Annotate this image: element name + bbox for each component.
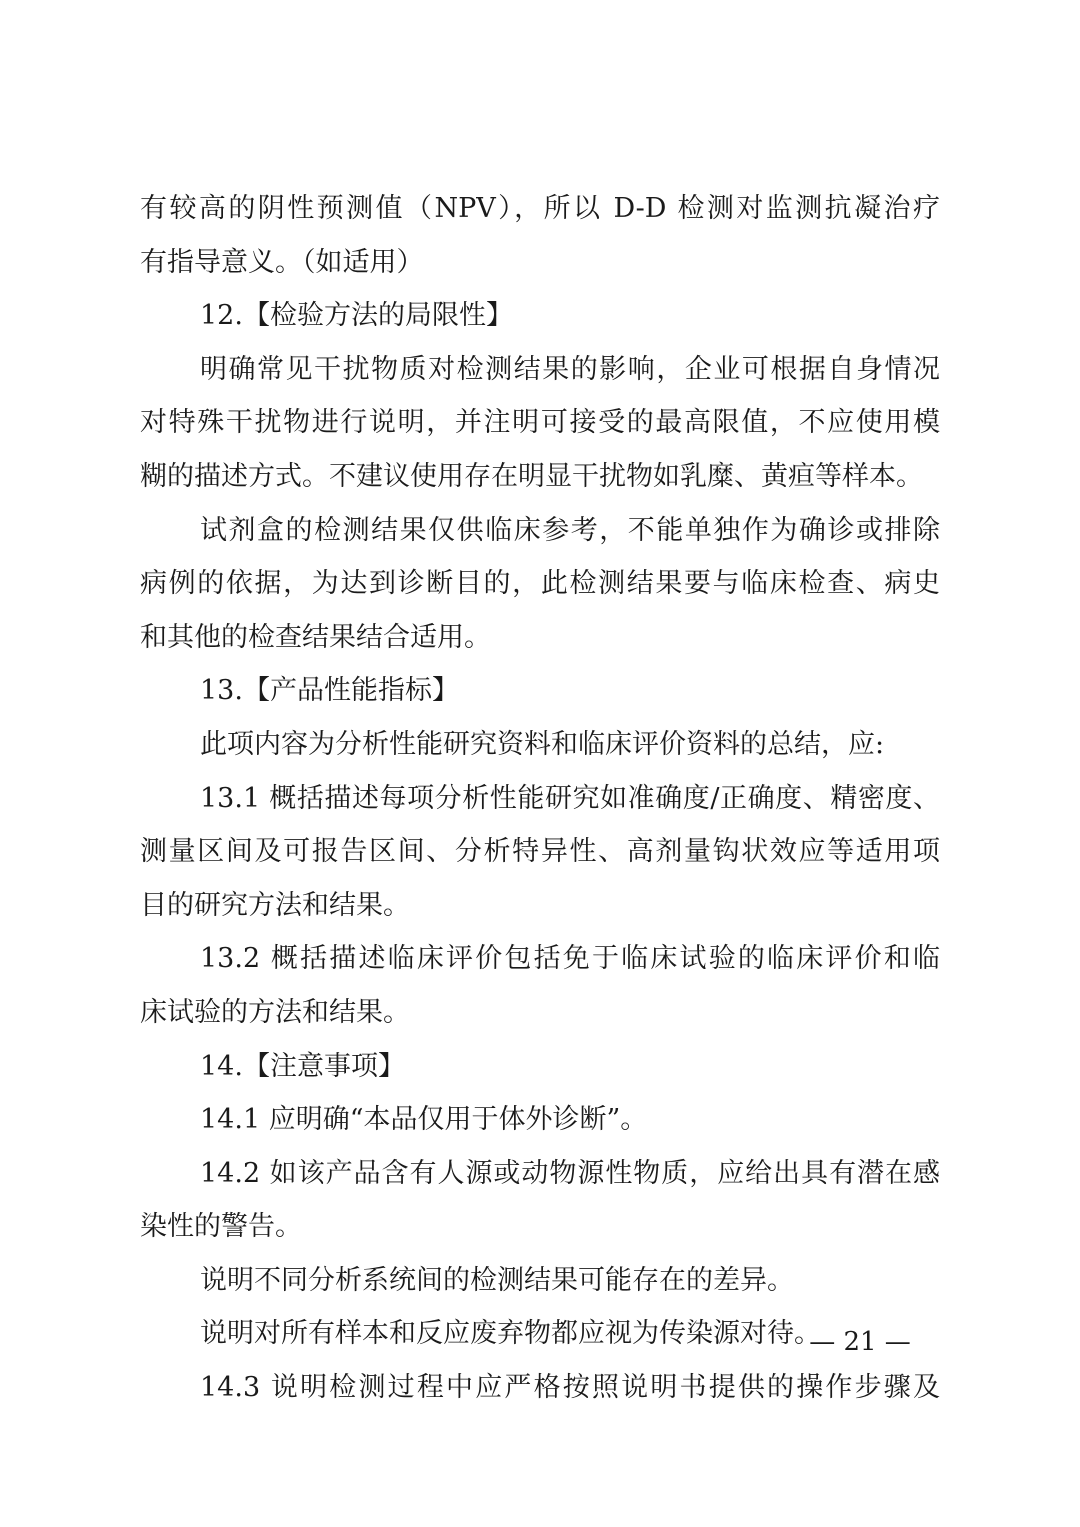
text-line: 说明不同分析系统间的检测结果可能存在的差异。 xyxy=(200,1264,794,1296)
text-line: 有较高的阴性预测值（NPV），所以 D-D 检测对监测抗凝治疗 xyxy=(140,193,940,224)
text-line: 床试验的方法和结果。 xyxy=(140,996,410,1028)
text-line: 14.3 说明检测过程中应严格按照说明书提供的操作步骤及 xyxy=(200,1372,940,1404)
text-line: 说明对所有样本和反应废弃物都应视为传染源对待。 xyxy=(200,1318,821,1350)
text-line: 病例的依据，为达到诊断目的，此检测结果要与临床检查、病史 xyxy=(140,568,940,600)
text-line: 目的研究方法和结果。 xyxy=(140,889,410,921)
text-line: 试剂盒的检测结果仅供临床参考，不能单独作为确诊或排除 xyxy=(200,514,940,546)
text-line: 明确常见干扰物质对检测结果的影响，企业可根据自身情况 xyxy=(200,353,940,385)
section-heading: 14.【注意事项】 xyxy=(200,1050,405,1082)
text-line: 和其他的检查结果结合适用。 xyxy=(140,621,491,653)
section-heading: 12.【检验方法的局限性】 xyxy=(200,300,513,332)
text-line: 此项内容为分析性能研究资料和临床评价资料的总结，应: xyxy=(200,728,885,760)
text-line: 14.1 应明确“本品仅用于体外诊断”。 xyxy=(200,1104,648,1136)
text-line: 13.1 概括描述每项分析性能研究如准确度/正确度、精密度、 xyxy=(200,782,940,814)
text-line: 有指导意义。（如适用） xyxy=(140,246,424,278)
document-body xyxy=(140,182,940,1415)
text-line: 13.2 概括描述临床评价包括免于临床试验的临床评价和临 xyxy=(200,943,940,975)
text-line: 对特殊干扰物进行说明，并注明可接受的最高限值，不应使用模 xyxy=(140,407,940,439)
page-number: — 21 — xyxy=(809,1327,911,1357)
section-heading: 13.【产品性能指标】 xyxy=(200,675,459,707)
text-line: 14.2 如该产品含有人源或动物源性物质，应给出具有潜在感 xyxy=(200,1157,940,1189)
text-line: 染性的警告。 xyxy=(140,1211,302,1243)
text-line: 测量区间及可报告区间、分析特异性、高剂量钩状效应等适用项 xyxy=(140,836,940,868)
text-line: 糊的描述方式。不建议使用存在明显干扰物如乳糜、黄疸等样本。 xyxy=(140,460,923,492)
